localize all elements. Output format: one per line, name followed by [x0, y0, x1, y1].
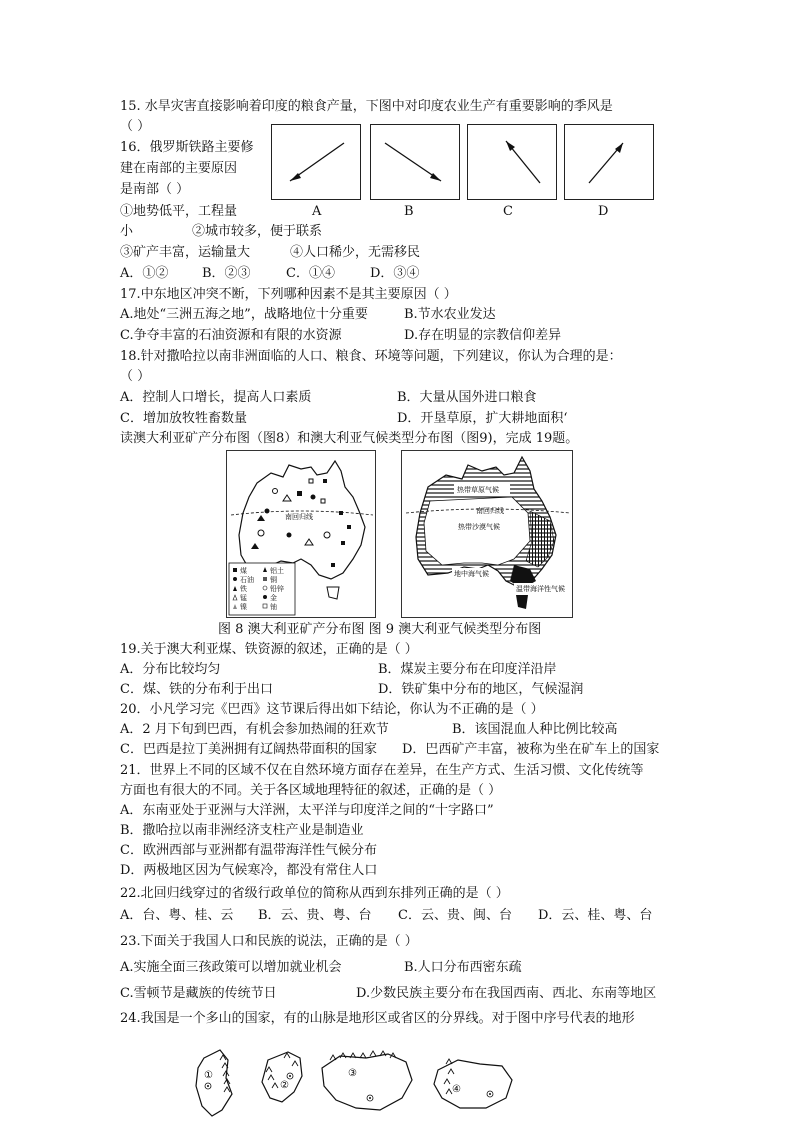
q17-stem: 17.中东地区冲突不断，下列哪种因素不是其主要原因（ ） — [120, 287, 457, 302]
province-map-4 — [434, 1059, 512, 1108]
q22-option-d: D．云、桂、粤、台 — [538, 908, 653, 923]
q16-line1: 16．俄罗斯铁路主要修 — [120, 140, 254, 155]
q19-stem: 19.关于澳大利亚煤、铁资源的叙述，正确的是（ ） — [120, 642, 418, 657]
q16-statement-1b: 小 — [120, 224, 134, 239]
q18-option-c: C．增加放牧牲畜数量 — [120, 411, 247, 426]
fig8-legend-lead-zinc: 铅锌 — [270, 585, 284, 593]
fig9-label-tropic: 南回归线 — [476, 507, 504, 515]
q18-option-d: D．开垦草原，扩大耕地面积‘ — [397, 411, 568, 426]
q22-option-b: B．云、贵、粤、台 — [258, 908, 372, 923]
option-label-b: B — [404, 204, 414, 219]
q21-line2: 方面也有很大的不同。关于各区域地理特征的叙述，正确的是（ ） — [120, 783, 502, 798]
option-label-a: A — [312, 204, 322, 219]
fig8-legend-nickel: 镍 — [240, 603, 247, 611]
q17-option-b: B.节水农业发达 — [404, 307, 496, 322]
fig9-label-desert: 热带沙漠气候 — [458, 523, 500, 531]
wind-option-c-diagram — [467, 124, 557, 200]
province-maps-figure — [190, 1046, 520, 1120]
fig8-legend-coal: 煤 — [240, 567, 247, 575]
q17-option-d: D.存在明显的宗教信仰差异 — [404, 328, 562, 343]
q24-stem: 24.我国是一个多山的国家，有的山脉是地形区或省区的分界线。对于图中序号代表的地形 — [120, 1011, 635, 1026]
q16-statement-3: ③矿产丰富，运输量大 — [120, 245, 251, 260]
q21-option-d: D．两极地区因为气候寒冷，都没有常住人口 — [120, 863, 378, 878]
fig9-label-temperate-marine: 温带海洋性气候 — [516, 585, 565, 593]
q16-statement-4: ④人口稀少，无需移民 — [290, 245, 421, 260]
fig8-legend-uranium: 铀 — [270, 603, 277, 611]
fig8-tropic-label: 南回归线 — [285, 513, 313, 521]
q16-line3: 是南部（ ） — [120, 182, 190, 197]
q16-option-c: C．①④ — [286, 266, 335, 281]
q21-option-a: A．东南亚处于亚洲与大洋洲，太平洋与印度洋之间的“十字路口” — [120, 803, 494, 818]
q22-option-a: A．台、粤、桂、云 — [120, 908, 234, 923]
q17-option-a: A.地处“三洲五海之地”，战略地位十分重要 — [120, 307, 368, 322]
q19-option-b: B．煤炭主要分布在印度洋沿岸 — [378, 662, 557, 677]
marker-1: ① — [204, 1070, 213, 1081]
q19-option-a: A．分布比较均匀 — [120, 662, 221, 677]
fig8-legend-gold: 金 — [270, 594, 277, 602]
marker-3: ③ — [348, 1068, 357, 1079]
q22-option-c: C．云、贵、闽、台 — [398, 908, 512, 923]
fig8-legend-iron: 铁 — [240, 585, 247, 593]
q19-intro: 读澳大利亚矿产分布图（图8）和澳大利亚气候类型分布图（图9)，完成 19题。 — [120, 431, 579, 446]
wind-option-b-diagram — [370, 124, 460, 200]
fig8-legend-copper: 铜 — [270, 576, 277, 584]
fig9-label-savanna: 热带草原气候 — [457, 486, 499, 494]
q20-option-a: A．2 月下旬到巴西，有机会参加热闹的狂欢节 — [120, 722, 389, 737]
q23-option-b: B.人口分布西密东疏 — [404, 960, 522, 975]
q16-statement-1a: ①地势低平，工程量 — [120, 204, 238, 219]
q23-stem: 23.下面关于我国人口和民族的说法，正确的是（ ） — [120, 934, 418, 949]
q20-stem: 20．小凡学习完《巴西》这节课后得出如下结论，你认为不正确的是（ ） — [120, 702, 544, 717]
marker-4: ④ — [452, 1084, 461, 1095]
province-map-1 — [196, 1050, 232, 1116]
q20-option-b: B．该国混血人种比例比较高 — [452, 722, 618, 737]
q19-option-c: C．煤、铁的分布利于出口 — [120, 682, 273, 697]
q21-option-b: B．撒哈拉以南非洲经济支柱产业是制造业 — [120, 823, 364, 838]
q16-option-b: B．②③ — [202, 266, 251, 281]
q18-option-b: B．大量从国外进口粮食 — [397, 390, 537, 405]
province-map-3 — [322, 1051, 412, 1110]
q15-stem: 15. 水旱灾害直接影响着印度的粮食产量，下图中对印度农业生产有重要影响的季风是 — [120, 99, 613, 114]
q20-option-d: D．巴西矿产丰富，被称为坐在矿车上的国家 — [402, 742, 660, 757]
fig8-legend-oil: 石油 — [240, 576, 254, 584]
q19-option-d: D．铁矿集中分布的地区，气候湿润 — [378, 682, 584, 697]
province-map-2 — [262, 1052, 302, 1102]
q15-blank: （ ） — [120, 119, 151, 134]
q16-statement-2: ②城市较多，便于联系 — [192, 224, 323, 239]
q23-option-d: D.少数民族主要分布在我国西南、西北、东南等地区 — [356, 986, 657, 1001]
q23-option-a: A.实施全面三孩政策可以增加就业机会 — [120, 960, 342, 975]
fig9-label-mediterranean: 地中海气候 — [454, 570, 489, 578]
q16-line2: 建在南部的主要原因 — [120, 161, 238, 176]
q20-option-c: C．巴西是拉丁美洲拥有辽阔热带面积的国家 — [120, 742, 377, 757]
q21-line1: 21．世界上不同的区域不仅在自然环境方面存在差异，在生产方式、生活习惯、文化传统等 — [120, 763, 644, 778]
q23-option-c: C.雪顿节是藏族的传统节日 — [120, 986, 277, 1001]
fig8-legend-manganese: 锰 — [240, 594, 247, 602]
q22-stem: 22.北回归线穿过的省级行政单位的简称从西到东排列正确的是（ ） — [120, 886, 509, 901]
q18-blank: （ ） — [120, 369, 151, 384]
option-label-c: C — [503, 204, 513, 219]
fig8-legend-bauxite: 铝土 — [270, 567, 284, 575]
figure-8-mineral-map — [226, 450, 376, 618]
wind-option-a-diagram — [271, 124, 361, 200]
q18-stem: 18.针对撒哈拉以南非洲面临的人口、粮食、环境等问题，下列建议，你认为合理的是： — [120, 349, 622, 364]
wind-option-d-diagram — [564, 124, 654, 200]
marker-2: ② — [280, 1080, 289, 1091]
figure-caption: 图 8 澳大利亚矿产分布图 图 9 澳大利亚气候类型分布图 — [218, 622, 542, 637]
q21-option-c: C．欧洲西部与亚洲都有温带海洋性气候分布 — [120, 843, 377, 858]
q18-option-a: A．控制人口增长，提高人口素质 — [120, 390, 312, 405]
q17-option-c: C.争夺丰富的石油资源和有限的水资源 — [120, 328, 342, 343]
q16-option-d: D．③④ — [370, 266, 420, 281]
figure-9-climate-map — [401, 450, 573, 618]
q16-option-a: A．①② — [120, 266, 169, 281]
option-label-d: D — [598, 204, 609, 219]
